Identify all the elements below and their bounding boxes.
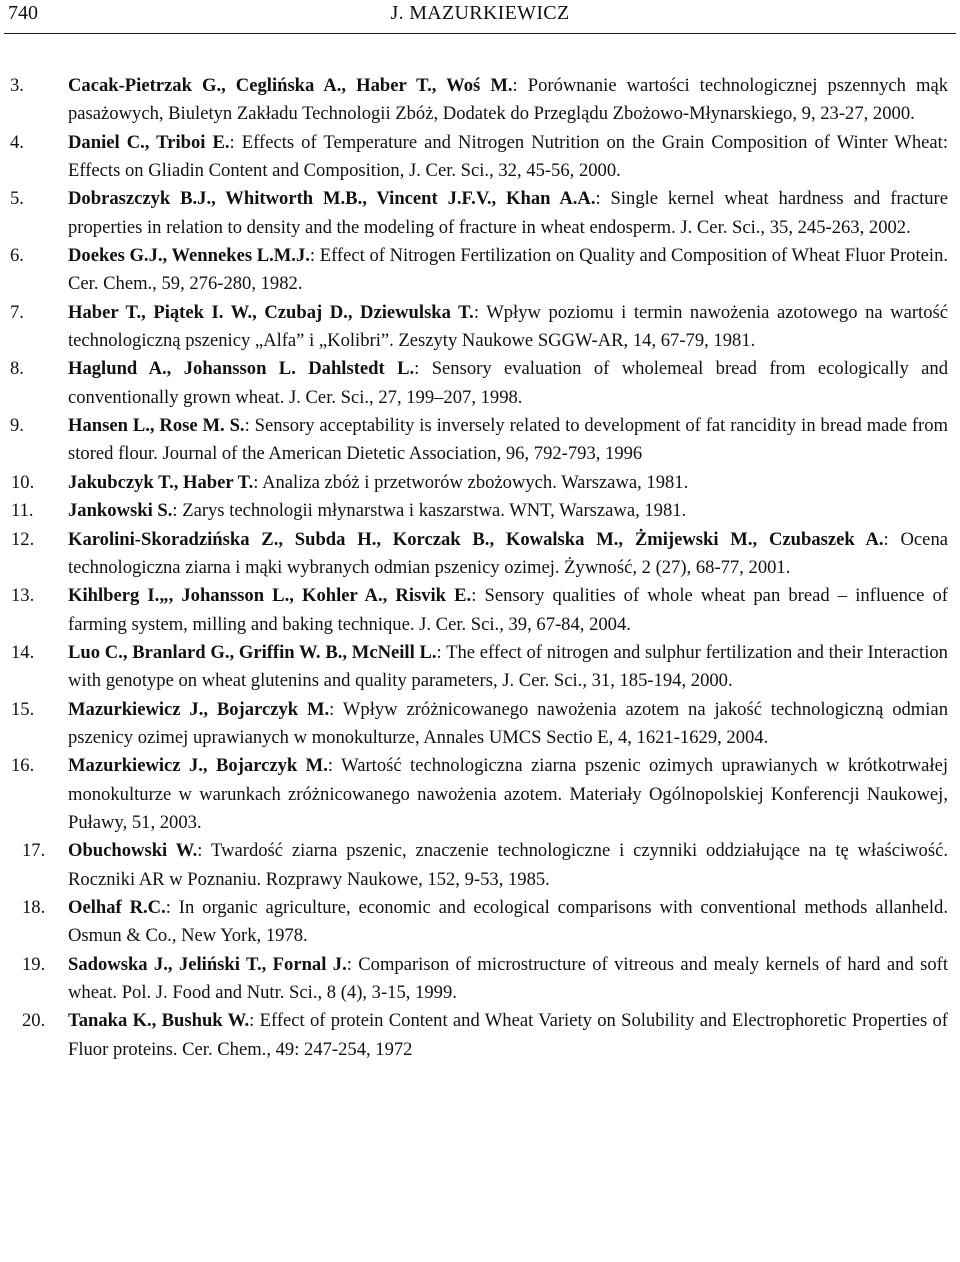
reference-authors: Tanaka K., Bushuk W.: [68, 1010, 250, 1032]
running-title: J. MAZURKIEWICZ: [390, 2, 570, 24]
reference-item: [11, 582, 948, 639]
reference-item: [11, 639, 948, 696]
reference-item: [22, 1007, 948, 1064]
reference-authors: Cacak-Pietrzak G., Ceglińska A., Haber T., Woś M.: [68, 75, 513, 96]
reference-item: [22, 837, 948, 894]
reference-authors: Daniel C., Triboi E.: [68, 131, 230, 153]
reference-number: 13.: [11, 585, 35, 607]
reference-authors: Haber T., Piątek I. W., Czubaj D., Dziewulska T.: [68, 301, 474, 323]
reference-number: 6.: [10, 245, 24, 267]
reference-authors: Jankowski S.: [68, 500, 173, 522]
reference-authors: Luo C., Branlard G., Griffin W. B., McNeill L.: [68, 641, 437, 663]
reference-item: [10, 72, 948, 129]
reference-text: : Effect of protein Content and Wheat Variety on Solubility and Electrophoretic Properties of Fluor proteins. Cer. Chem., 49: 247-254, 1972: [68, 1010, 948, 1060]
reference-text: : Sensory acceptability is inversely related to development of fat rancidity in bread made from stored flour. Journal of the American Dietetic Association, 96, 792-793, 1996: [68, 415, 948, 465]
reference-item: [10, 355, 948, 412]
reference-number: 4.: [10, 131, 24, 153]
reference-number: 10.: [11, 471, 35, 493]
reference-number: 17.: [22, 840, 46, 862]
reference-item: [10, 299, 948, 356]
reference-text: : Porównanie wartości technologicznej pszennych mąk pasażowych, Biuletyn Zakładu Technologii Zbóż, Dodatek do Przeglądu Zbożowo-Młynarskiego, 9, 23-27, 2000.: [68, 75, 948, 125]
reference-text: : Sensory evaluation of wholemeal bread from ecologically and conventionally grown wheat. J. Cer. Sci., 27, 199–207, 1998.: [68, 358, 948, 408]
reference-number: 16.: [11, 755, 35, 777]
reference-item: [10, 412, 948, 469]
reference-number: 12.: [11, 528, 35, 550]
reference-authors: Sadowska J., Jeliński T., Fornal J.: [68, 953, 347, 975]
reference-authors: Haglund A., Johansson L. Dahlstedt L.: [68, 358, 415, 380]
reference-authors: Jakubczyk T., Haber T.: [68, 471, 254, 493]
reference-list: [0, 72, 960, 1064]
reference-text: : In organic agriculture, economic and ecological comparisons with conventional methods allanheld. Osmun & Co., New York, 1978.: [68, 896, 949, 947]
page-number: 740: [8, 2, 38, 24]
reference-number: 11.: [11, 500, 34, 522]
header-rule: [4, 33, 956, 34]
page-header: [0, 0, 960, 34]
reference-number: 9.: [10, 415, 24, 437]
reference-authors: Doekes G.J., Wennekes L.M.J.: [68, 245, 310, 267]
reference-authors: Dobraszczyk B.J., Whitworth M.B., Vincent J.F.V., Khan A.A.: [68, 188, 596, 210]
reference-item: [10, 242, 949, 299]
reference-item: [22, 951, 948, 1008]
reference-number: 19.: [22, 953, 46, 975]
reference-item: [22, 894, 949, 951]
reference-number: 8.: [10, 358, 24, 380]
reference-text: : Sensory qualities of whole wheat pan bread – influence of farming system, milling and baking technique. J. Cer. Sci., 39, 67-84, 2004.: [68, 585, 948, 635]
reference-text: : Wartość technologiczna ziarna pszenic ozimych uprawianych w krótkotrwałej monokulturze w warunkach zróżnicowanego nawożenia azotem. Materiały Ogólnopolskiej Konferencji Naukowej, Puławy, 51, 2003.: [68, 755, 948, 833]
reference-authors: Oelhaf R.C.: [68, 896, 166, 918]
reference-number: 3.: [10, 75, 24, 96]
reference-item: [10, 185, 948, 242]
reference-item: [11, 526, 948, 583]
reference-item: [11, 752, 948, 837]
reference-authors: Karolini-Skoradzińska Z., Subda H., Korczak B., Kowalska M., Żmijewski M., Czubaszek A.: [68, 528, 884, 550]
reference-authors: Hansen L., Rose M. S.: [68, 415, 245, 437]
reference-text: : Twardość ziarna pszenic, znaczenie technologiczne i czynniki oddziałujące na tę właściwość. Roczniki AR w Poznaniu. Rozprawy Naukowe, 152, 9-53, 1985.: [68, 840, 948, 890]
reference-text: : The effect of nitrogen and sulphur fertilization and their Interaction with genotype on wheat glutenins and quality parameters, J. Cer. Sci., 31, 185-194, 2000.: [68, 641, 948, 692]
reference-number: 18.: [22, 896, 46, 918]
reference-authors: Mazurkiewicz J., Bojarczyk M.: [68, 698, 330, 720]
reference-text: : Zarys technologii młynarstwa i kaszarstwa. WNT, Warszawa, 1981.: [172, 500, 687, 522]
reference-authors: Mazurkiewicz J., Bojarczyk M.: [68, 755, 328, 777]
reference-authors: Kihlberg I.„, Johansson L., Kohler A., Risvik E.: [68, 585, 472, 607]
reference-text: : Wpływ zróżnicowanego nawożenia azotem na jakość technologiczną odmian pszenicy ozimej uprawianych w monokulturze, Annales UMCS Sectio E, 4, 1621-1629, 2004.: [68, 698, 948, 748]
reference-number: 7.: [10, 301, 24, 323]
reference-text: : Analiza zbóż i przetworów zbożowych. Warszawa, 1981.: [253, 471, 689, 493]
reference-text: : Effects of Temperature and Nitrogen Nutrition on the Grain Composition of Winter Wheat: Effects on Gliadin Content and Composition, J. Cer. Sci., 32, 45-56, 2000.: [68, 131, 948, 182]
reference-number: 5.: [10, 188, 24, 210]
reference-text: : Ocena technologiczna ziarna i mąki wybranych odmian pszenicy ozimej. Żywność, 2 (27), 68-77, 2001.: [68, 528, 948, 578]
reference-authors: Obuchowski W.: [68, 840, 198, 862]
reference-item: [11, 696, 948, 753]
reference-number: 15.: [11, 698, 35, 720]
reference-text: : Comparison of microstructure of vitreous and mealy kernels of hard and soft wheat. Pol. J. Food and Nutr. Sci., 8 (4), 3-15, 1999.: [68, 953, 948, 1003]
reference-text: : Effect of Nitrogen Fertilization on Quality and Composition of Wheat Fluor Protein. Cer. Chem., 59, 276-280, 1982.: [68, 245, 949, 295]
reference-item: [10, 129, 948, 186]
reference-number: 20.: [22, 1010, 46, 1032]
reference-item: [11, 469, 948, 497]
reference-text: : Wpływ poziomu i termin nawożenia azotowego na wartość technologiczną pszenicy „Alfa” i „Kolibri”. Zeszyty Naukowe SGGW-AR, 14, 67-79, 1981.: [68, 301, 948, 352]
reference-text: : Single kernel wheat hardness and fracture properties in relation to density and the modeling of fracture in wheat endosperm. J. Cer. Sci., 35, 245-263, 2002.: [68, 188, 948, 238]
reference-item: [11, 497, 948, 525]
reference-number: 14.: [11, 641, 35, 663]
